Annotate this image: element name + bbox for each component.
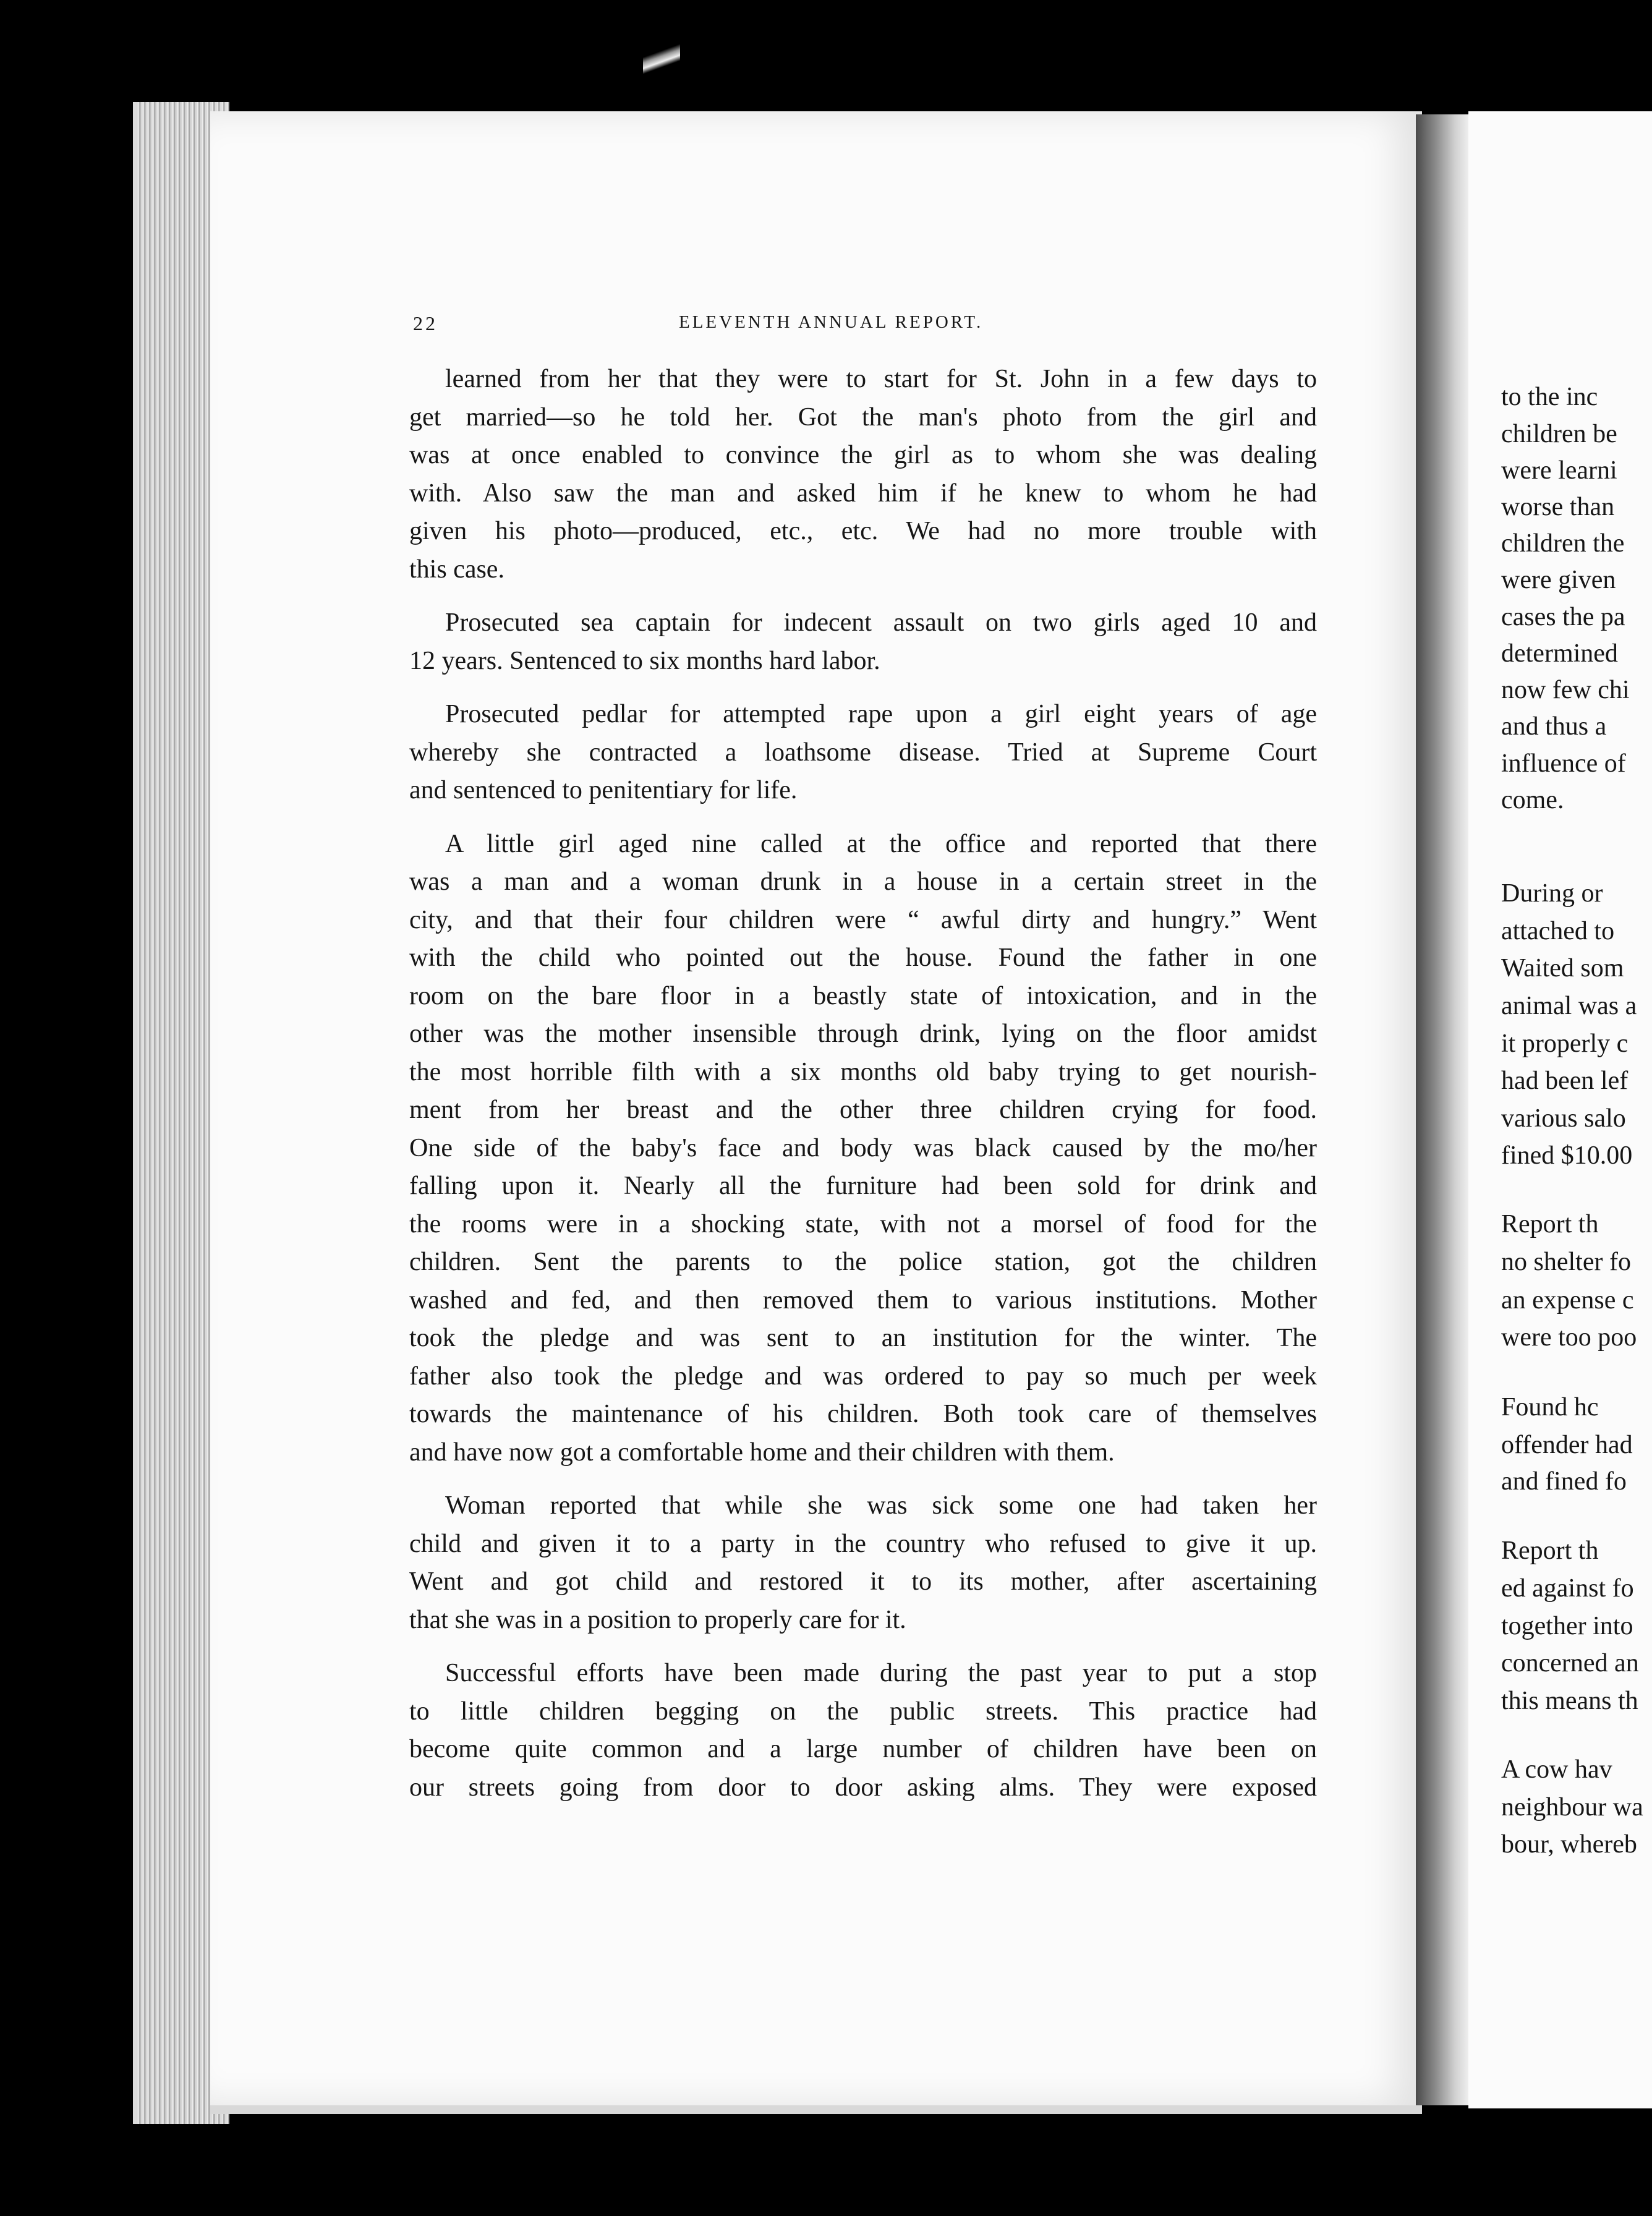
text-line: city, and that their four children were “ awful dirty and hungry.” Went [409, 905, 1317, 934]
text-line: the most horrible filth with a six months old baby trying to get nourish- [409, 1057, 1317, 1086]
text-line: and have now got a comfortable home and their children with them. [409, 1438, 1115, 1467]
text-line: cases the pa [1501, 603, 1625, 631]
text-line: Waited som [1501, 954, 1624, 982]
text-line: that she was in a position to properly care for it. [409, 1605, 906, 1634]
text-line: Woman reported that while she was sick some one had taken her [445, 1491, 1317, 1520]
left-page-body-text [409, 360, 1317, 1822]
text-line: Report th [1501, 1536, 1599, 1565]
bookmark-ribbon [643, 12, 680, 111]
text-line: no shelter fo [1501, 1248, 1631, 1276]
text-line: whereby she contracted a loathsome disease. Tried at Supreme Court [409, 738, 1317, 767]
text-line: an expense c [1501, 1286, 1634, 1315]
text-line: A little girl aged nine called at the office and reported that there [445, 829, 1317, 858]
text-line: 12 years. Sentenced to six months hard labor. [409, 646, 880, 675]
text-line: A cow hav [1501, 1755, 1612, 1784]
text-line: together into [1501, 1612, 1633, 1640]
paragraph [409, 825, 1317, 1472]
text-line: with. Also saw the man and asked him if he knew to whom he had [409, 479, 1317, 508]
text-line: Prosecuted pedlar for attempted rape upon a girl eight years of age [445, 700, 1317, 728]
text-line: washed and fed, and then removed them to various institutions. Mother [409, 1285, 1317, 1315]
text-line: become quite common and a large number of children have been on [409, 1735, 1317, 1763]
text-line: to little children begging on the public streets. This practice had [409, 1697, 1317, 1726]
paragraph [409, 1487, 1317, 1639]
text-line: took the pledge and was sent to an institution for the winter. The [409, 1324, 1317, 1352]
text-line: Report th [1501, 1210, 1599, 1238]
text-line: now few chi [1501, 676, 1630, 704]
text-line: bour, whereb [1501, 1830, 1637, 1859]
text-line: our streets going from door to door asking alms. They were exposed [409, 1773, 1317, 1802]
text-line: determined [1501, 639, 1618, 668]
text-line: with the child who pointed out the house. Found the father in one [409, 944, 1317, 972]
text-line: were given [1501, 566, 1616, 594]
text-line: other was the mother insensible through drink, lying on the floor amidst [409, 1020, 1317, 1048]
text-line: children be [1501, 420, 1617, 448]
text-line: were learni [1501, 456, 1617, 485]
text-line: had been lef [1501, 1067, 1629, 1095]
text-line: the rooms were in a shocking state, with not a morsel of food for the [409, 1209, 1317, 1238]
paragraph [409, 1655, 1317, 1807]
text-line: father also took the pledge and was ordered to pay so much per week [409, 1362, 1317, 1391]
paragraph [409, 604, 1317, 680]
text-line: fined $10.00 [1501, 1141, 1633, 1170]
text-line: learned from her that they were to start for St. John in a few days to [445, 365, 1317, 393]
running-title: ELEVENTH ANNUAL REPORT. [679, 312, 984, 332]
text-line: offender had [1501, 1431, 1633, 1459]
text-line: were too poo [1501, 1323, 1637, 1352]
text-line: this means th [1501, 1687, 1638, 1715]
text-line: Found hc [1501, 1393, 1599, 1421]
text-line: Successful efforts have been made during the past year to put a stop [445, 1659, 1317, 1687]
running-head [413, 312, 1319, 337]
text-line: Went and got child and restored it to its mother, after ascertaining [409, 1567, 1317, 1596]
text-line: child and given it to a party in the country who refused to give it up. [409, 1529, 1317, 1558]
text-line: worse than [1501, 493, 1615, 521]
text-line: concerned an [1501, 1649, 1639, 1677]
text-line: Prosecuted sea captain for indecent assault on two girls aged 10 and [445, 608, 1317, 637]
text-line: neighbour wa [1501, 1793, 1643, 1822]
paragraph [409, 360, 1317, 589]
text-line: During or [1501, 879, 1603, 908]
text-line: ment from her breast and the other three children crying for food. [409, 1096, 1317, 1124]
text-line: ed against fo [1501, 1574, 1634, 1603]
paragraph [409, 696, 1317, 810]
text-line: to the inc [1501, 383, 1598, 411]
text-line: animal was a [1501, 992, 1637, 1020]
text-line: room on the bare floor in a beastly state of intoxication, and in the [409, 981, 1317, 1010]
text-line: One side of the baby's face and body was black caused by the mo/her [409, 1133, 1317, 1162]
text-line: towards the maintenance of his children. Both took care of themselves [409, 1400, 1317, 1428]
text-line: was a man and a woman drunk in a house in a certain street in the [409, 867, 1317, 896]
text-line: falling upon it. Nearly all the furniture had been sold for drink and [409, 1172, 1317, 1200]
text-line: and fined fo [1501, 1467, 1627, 1496]
book-gutter [1416, 114, 1471, 2105]
text-line: influence of [1501, 749, 1626, 778]
text-line: children. Sent the parents to the police station, got the children [409, 1248, 1317, 1276]
text-line: it properly c [1501, 1029, 1629, 1058]
text-line: various salo [1501, 1104, 1626, 1133]
text-line: this case. [409, 555, 505, 584]
text-line: was at once enabled to convince the girl as to whom she was dealing [409, 441, 1317, 469]
text-line: children the [1501, 529, 1625, 558]
text-line: get married—so he told her. Got the man's photo from the girl and [409, 403, 1317, 432]
text-line: come. [1501, 786, 1564, 814]
text-line: and sentenced to penitentiary for life. [409, 776, 798, 804]
text-line: attached to [1501, 917, 1615, 945]
page-number: 22 [413, 312, 438, 335]
text-line: given his photo—produced, etc., etc. We had no more trouble with [409, 517, 1317, 545]
text-line: and thus a [1501, 712, 1607, 741]
